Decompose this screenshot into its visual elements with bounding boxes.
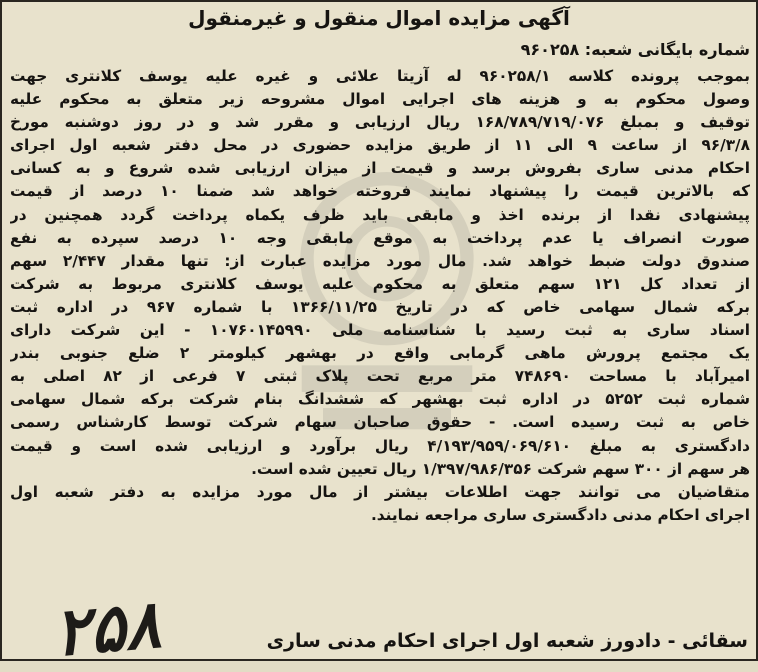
body-line: امیرآباد با مساحت ۷۴۸۶۹۰ متر مربع تحت پلاک ثبتی ۷ فرعی از ۸۲ اصلی به — [10, 367, 750, 386]
body-line: هر سهم از ۳۰۰ سهم شرکت ۱/۳۹۷/۹۸۶/۳۵۶ ریال تعیین شده است. — [251, 459, 750, 478]
handwritten-number: ۲۵۸ — [50, 585, 164, 672]
body-line: صورت انصراف یا عدم پرداخت به موقع مابقی وجه ۱۰ درصد سپرده به نفع — [10, 228, 750, 247]
body-line: بموجب پرونده کلاسه ۹۶۰۲۵۸/۱ له آزیتا علائی و غیره علیه یوسف کلانتری جهت — [10, 67, 750, 85]
body-line: متقاضیان می توانند جهت اطلاعات بیشتر از مال مورد مزایده به دفتر شعبه اول — [10, 482, 750, 501]
body-line: از تعداد کل ۱۲۱ سهم متعلق به محکوم علیه یوسف کلانتری مربوط به شرکت — [10, 274, 750, 293]
body-line: وصول محکوم به و هزینه های اجرایی اموال مشروحه زیر متعلق به محکوم علیه — [10, 90, 750, 109]
body-line: که بالاترین قیمت را پیشنهاد نمایند فروخته خواهد شد ضمنا ۱۰ درصد از قیمت — [10, 182, 750, 201]
body-line: خاص به ثبت رسیده است. - حقوق صاحبان سهام شرکت توسط کارشناس رسمی — [10, 413, 750, 432]
body-line: صندوق دولت ضبط خواهد شد. مال مورد مزایده عبارت از: تنها مقدار ۲/۴۴۷ سهم — [10, 251, 750, 270]
body-line: دادگستری به مبلغ ۴/۱۹۳/۹۵۹/۰۶۹/۶۱۰ ریال برآورد و ارزیابی شده است و قیمت — [10, 436, 750, 455]
body-line: شماره ثبت ۵۲۵۲ در اداره ثبت بهشهر که ششدانگ بنام شرکت برکه شمال سهامی — [10, 390, 750, 409]
body-line: پیشنهادی نقدا از برنده اخذ و مابقی باید ظرف یکماه پرداخت گردد همچنین در — [10, 205, 750, 224]
body-line: احکام مدنی ساری بفروش برسد و قیمت از میزان ارزیابی شده شروع و به کسانی — [10, 159, 750, 178]
notice-title: آگهی مزایده اموال منقول و غیرمنقول — [188, 6, 570, 30]
notice-body — [10, 65, 750, 527]
signature-line: سقائی - دادورز شعبه اول اجرای احکام مدنی ساری — [266, 630, 748, 652]
body-line: توقیف و بمبلغ ۱۶۸/۷۸۹/۷۱۹/۰۷۶ ریال ارزیابی و مقرر شد و در روز دوشنبه مورخ — [10, 113, 750, 132]
body-line: یک مجتمع پرورش ماهی گرمابی واقع در بهشهر کیلومتر ۲ ضلع جنوبی بندر — [10, 344, 750, 363]
case-number: شماره بایگانی شعبه: ۹۶۰۲۵۸ — [520, 40, 750, 59]
body-line: برکه شمال سهامی خاص که در تاریخ ۱۳۶۶/۱۱/۲۵ با شماره ۹۶۷ در اداره ثبت — [10, 297, 750, 316]
body-line: ۹۶/۳/۸ از ساعت ۹ الی ۱۱ از طریق مزایده حضوری در محل دفتر شعبه اول اجرای — [10, 136, 750, 155]
body-line: اسناد ساری به ثبت رسید با شناسنامه ملی ۱۰۷۶۰۱۴۵۹۹۰ - این شرکت دارای — [10, 321, 750, 340]
body-line: اجرای احکام مدنی دادگستری ساری مراجعه نمایند. — [371, 505, 750, 524]
